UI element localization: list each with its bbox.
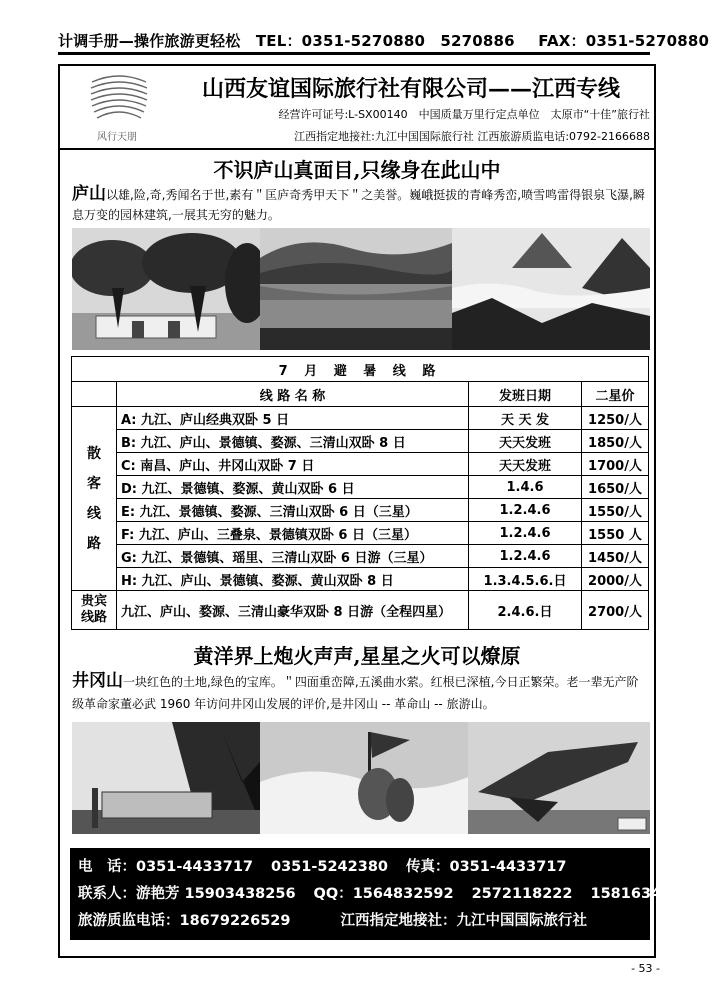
qq-number-2: 2572118222 (471, 886, 573, 902)
route-name: F: 九江、庐山、三叠泉、景德镇双卧 6 日（三星） (117, 522, 469, 545)
jinggangshan-heading: 黄洋界上炮火声声,星星之火可以燎原 (193, 644, 521, 668)
company-name: 山西友谊国际旅行社有限公司——江西专线 (201, 76, 620, 102)
group-label-scattered (72, 407, 117, 591)
header-divider (60, 148, 654, 150)
jinggangshan-photo-monument (72, 722, 260, 834)
route-price: 1550 人 (582, 522, 649, 545)
phone-label: 电 话： (78, 859, 136, 875)
group-label-char: 路 (87, 535, 101, 552)
license-info: 经营许可证号:L-SX00140 中国质量万里行定点单位 太原市“十佳”旅行社 (278, 108, 650, 121)
person-info: 游艳芳 15903438256 (136, 886, 296, 902)
header-slogan: 计调手册—操作旅游更轻松 (58, 32, 241, 50)
route-date: 天天发班 (469, 430, 582, 453)
route-name: D: 九江、景德镇、婺源、黄山双卧 6 日 (117, 476, 469, 499)
table-row (72, 522, 649, 545)
group-label-line: 线路 (80, 610, 107, 625)
route-name: H: 九江、庐山、景德镇、婺源、黄山双卧 8 日 (117, 568, 469, 591)
route-date: 1.4.6 (469, 476, 582, 499)
jinggangshan-lead: 井冈山 (72, 671, 123, 691)
header-fax: FAX：0351-5270880 (538, 32, 710, 50)
route-date: 1.2.4.6 (469, 522, 582, 545)
contact-phone-line (78, 854, 642, 881)
table-row (72, 545, 649, 568)
supervision-label: 旅游质监电话： (78, 913, 180, 929)
page-number: - 53 - (631, 962, 660, 975)
contact-person-line (78, 881, 692, 908)
company-logo-icon (88, 74, 150, 124)
route-price: 1250/人 (582, 407, 649, 430)
route-name: C: 南昌、庐山、井冈山双卧 7 日 (117, 453, 469, 476)
table-header-row (72, 382, 649, 407)
table-row-vip (72, 591, 649, 630)
route-date: 天 天 发 (469, 407, 582, 430)
lushan-intro-text: 以雄,险,奇,秀闻名于世,素有＂匡庐奇秀甲天下＂之美誉。巍峨挺拔的青峰秀峦,喷雪鸣雷得银泉飞瀑,瞬息万变的园林建筑,一展其无穷的魅力。 (72, 188, 645, 222)
lushan-lead: 庐山 (72, 184, 106, 204)
fax-number: 0351-4433717 (449, 859, 567, 875)
qq-number-3: 1581634574 (590, 886, 692, 902)
table-row (72, 430, 649, 453)
route-date: 1.2.4.6 (469, 499, 582, 522)
qq-number-1: 1564832592 (352, 886, 454, 902)
designated-agency: 江西指定地接社：九江中国国际旅行社 (340, 913, 587, 929)
route-name: 九江、庐山、婺源、三清山豪华双卧 8 日游（全程四星） (117, 591, 469, 630)
table-title: 7 月 避 暑 线 路 (72, 357, 649, 382)
header-price: 二星价 (582, 382, 649, 407)
jinggangshan-intro (72, 670, 650, 715)
route-name: G: 九江、景德镇、瑶里、三清山双卧 6 日游（三星） (117, 545, 469, 568)
route-name: E: 九江、景德镇、婺源、三清山双卧 6 日（三星） (117, 499, 469, 522)
group-label-char: 客 (87, 475, 101, 492)
table-row (72, 499, 649, 522)
fax-label: 传真： (406, 859, 450, 875)
route-price: 1700/人 (582, 453, 649, 476)
qq-label: QQ： (313, 886, 353, 902)
group-label-char: 线 (87, 505, 101, 522)
route-date: 1.2.4.6 (469, 545, 582, 568)
jiangxi-agency-info: 江西指定地接社:九江中国国际旅行社 江西旅游质监电话:0792-2166688 (294, 130, 650, 143)
group-label-line: 贵宾 (80, 594, 107, 609)
header-departure-date: 发班日期 (469, 382, 582, 407)
route-price: 2700/人 (582, 591, 649, 630)
table-row (72, 407, 649, 430)
jinggangshan-intro-text: 一块红色的土地,绿色的宝库。＂四面重峦障,五溪曲水萦。红根已深植,今日正繁荣。老一辈无产阶级革命家董必武 1960 年访问井冈山发展的评价,是井冈山 -- 革命山 -- 旅游山。 (72, 675, 639, 711)
route-price: 2000/人 (582, 568, 649, 591)
route-date: 1.3.4.5.6.日 (469, 568, 582, 591)
route-price: 1550/人 (582, 499, 649, 522)
lushan-intro (72, 184, 648, 225)
lushan-photo-clouds (452, 228, 650, 350)
route-table (71, 356, 649, 630)
header-blank-cell (72, 382, 117, 407)
phone-number-2: 0351-5242380 (271, 859, 388, 875)
route-name: A: 九江、庐山经典双卧 5 日 (117, 407, 469, 430)
route-price: 1850/人 (582, 430, 649, 453)
contact-supervision-line (78, 908, 642, 935)
group-label-char: 散 (87, 445, 101, 462)
phone-number-1: 0351-4433717 (136, 859, 253, 875)
table-row (72, 453, 649, 476)
table-row (72, 476, 649, 499)
group-label-vip (72, 591, 117, 630)
route-date: 天天发班 (469, 453, 582, 476)
supervision-number: 18679226529 (179, 913, 291, 929)
table-title-row (72, 357, 649, 382)
lushan-photo-lake (260, 228, 452, 350)
table-row (72, 568, 649, 591)
header-route-name: 线 路 名 称 (117, 382, 469, 407)
person-label: 联系人： (78, 886, 136, 902)
header-tel: TEL：0351-5270880 5270886 (255, 32, 515, 50)
logo-text: 风行天朋 (97, 132, 137, 143)
route-name: B: 九江、庐山、景德镇、婺源、三清山双卧 8 日 (117, 430, 469, 453)
route-price: 1650/人 (582, 476, 649, 499)
jinggangshan-photo-sculpture (468, 722, 650, 834)
lushan-photo-trees (72, 228, 260, 350)
lushan-heading: 不识庐山真面目,只缘身在此山中 (213, 158, 501, 182)
route-price: 1450/人 (582, 545, 649, 568)
route-date: 2.4.6.日 (469, 591, 582, 630)
top-header (58, 30, 710, 52)
header-rule (58, 52, 650, 55)
jinggangshan-photo-statue (260, 722, 468, 834)
contact-block (70, 848, 692, 940)
